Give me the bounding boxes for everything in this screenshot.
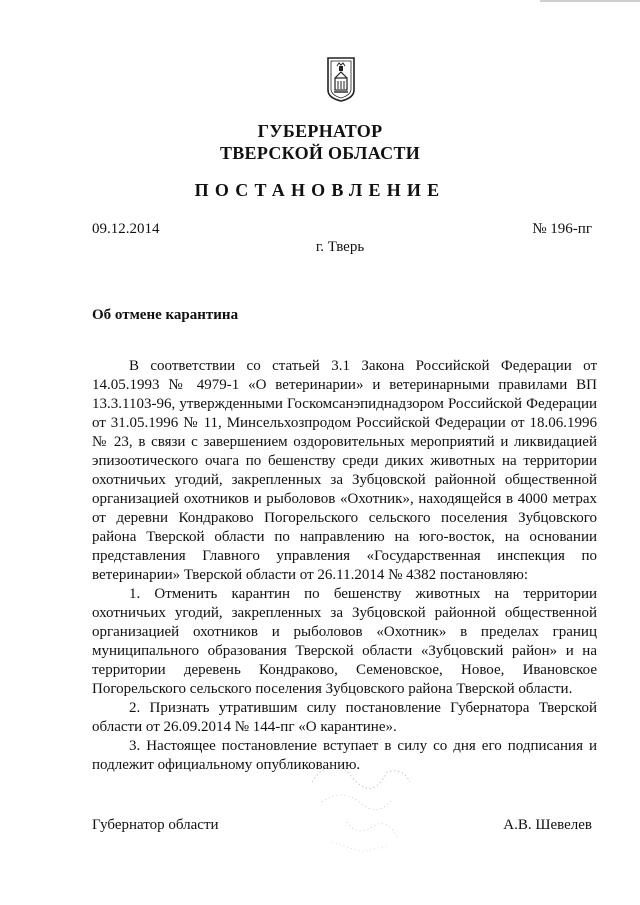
coat-of-arms-icon (326, 56, 356, 102)
body-point-1: 1. Отменить карантин по бешенству животных на территории охотничьих угодий, закрепленных за Зубцовской районной общественной организацией охотников и рыболовов «Охотник» в пределах границ муниципального образования Тверской области «Зубцовский район» и на территории деревень Кондраково, Семеновское, Новое, Ивановское Погорельского сельского поселения Зубцовского района Тверской области. (92, 586, 597, 697)
document-number: № 196-пг (532, 221, 592, 237)
handwritten-signature (292, 742, 432, 862)
org-title-line2: ТВЕРСКОЙ ОБЛАСТИ (219, 143, 421, 163)
document-type-title: ПОСТАНОВЛЕНИЕ (194, 180, 446, 200)
document-body (92, 357, 597, 775)
document-date: 09.12.2014 (92, 221, 160, 237)
signatory-name: А.В. Шевелев (503, 817, 592, 833)
document-city: г. Тверь (315, 239, 365, 255)
body-point-2: 2. Признать утратившим силу постановление Губернатора Тверской области от 26.09.2014 № 144-пг «О карантине». (92, 700, 597, 735)
body-preamble: В соответствии со статьей 3.1 Закона Российской Федерации от 14.05.1993 № 4979-1 «О ветеринарии» и ветеринарными правилами ВП 13.3.1103-96, утвержденными Госкомсанэпиднадзором Российской Федерации от 31.05.1996 № 11, Минсельхозпродом Российской Федерации от 18.06.1996 № 23, в связи с завершением оздоровительных мероприятий и ликвидацией эпизоотического очага по бешенству среди диких животных на территории охотничьих угодий, закрепленных за Зубцовской районной общественной организацией охотников и рыболовов «Охотник», находящейся в 4000 метрах от деревни Кондраково Погорельского сельского поселения Зубцовского района Тверской области по направлению на юго-восток, на основании представления Главного управления «Государственная инспекция по ветеринарии» Тверской области от 26.11.2014 № 4382 постановляю: (92, 358, 597, 583)
body-point-3: 3. Настоящее постановление вступает в силу со дня его подписания и подлежит официальному опубликованию. (92, 738, 597, 773)
document-subject: Об отмене карантина (92, 307, 239, 323)
signatory-position: Губернатор области (92, 817, 219, 833)
scan-artifact-line (540, 0, 640, 2)
org-title-line1: ГУБЕРНАТОР (257, 121, 383, 141)
